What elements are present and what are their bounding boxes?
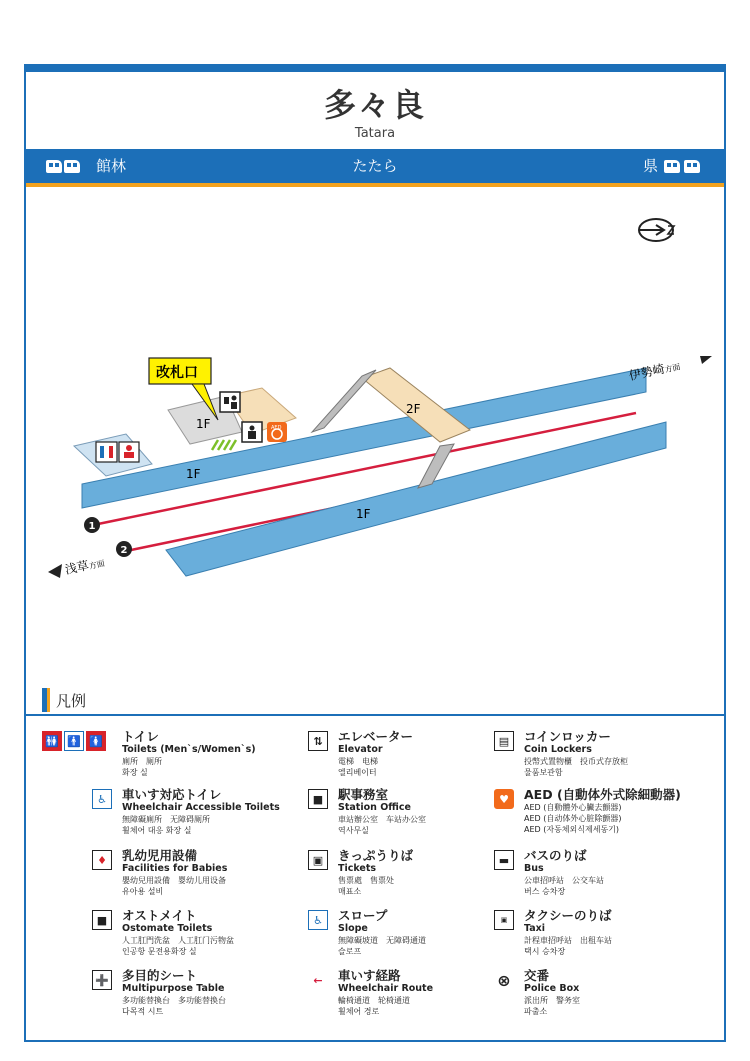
train-icon <box>664 160 680 173</box>
station-name-romaji: Tatara <box>354 126 396 141</box>
station-name: 多々良 <box>323 86 426 124</box>
legend-jp: 車いす対応トイレ <box>122 787 222 802</box>
station-map <box>26 188 724 683</box>
toilet-icon <box>96 442 117 462</box>
direction-left-label: 浅草方面 <box>63 558 106 577</box>
platform-upper <box>82 368 646 508</box>
legend-item-ostomate <box>92 908 307 964</box>
legend-jp: エレベーター <box>338 729 414 744</box>
ticket-icon: ▣ <box>308 850 328 870</box>
legend-en: Multipurpose Table <box>122 983 225 994</box>
legend-title: 凡例 <box>56 692 87 710</box>
legend-item-tickets <box>308 848 523 904</box>
floor-label-bridge: 2F <box>406 402 421 416</box>
legend-en: Bus <box>524 863 544 874</box>
legend-zh: 計程車招呼站 出租车站 <box>524 936 612 945</box>
ticket-gate-icon <box>212 440 236 450</box>
legend-en: Wheelchair Accessible Toilets <box>122 802 280 813</box>
legend-item-accessible-toilets <box>92 787 307 843</box>
platform-number-2 <box>116 541 132 557</box>
legend-jp: トイレ <box>122 729 159 744</box>
legend-en: Facilities for Babies <box>122 863 228 874</box>
aed-icon: ♥ <box>494 789 514 809</box>
legend-ko: 다목적 시트 <box>122 1007 164 1016</box>
previous-station: 館林 <box>96 157 127 175</box>
legend-en: Station Office <box>338 802 411 813</box>
legend-item-toilets <box>42 729 257 785</box>
platform-number-2-label: 2 <box>120 545 128 556</box>
legend-jp: バスのりば <box>524 848 587 863</box>
legend-ko: 엘리베이터 <box>338 768 377 777</box>
legend-zh: 多功能替換台 多功能替换台 <box>122 996 226 1005</box>
legend-en: Taxi <box>524 923 546 934</box>
taxi-icon: ▣ <box>494 910 514 930</box>
legend-zh: 派出所 警务室 <box>524 996 580 1005</box>
accessible-toilet-icon: ♿ <box>92 789 112 809</box>
legend-zh: 人工肛門洗盆 人工肛门污物盆 <box>122 936 234 945</box>
slope-icon: ♿ <box>308 910 328 930</box>
legend-item-multipurpose <box>92 968 307 1024</box>
floor-label-concourse: 1F <box>196 417 211 431</box>
legend-zh: 公車招呼站 公交车站 <box>524 876 604 885</box>
legend-ko: 화장 실 <box>122 768 148 777</box>
aed-text: AED <box>271 425 282 431</box>
legend-en: Toilets (Men`s/Women`s) <box>122 744 256 755</box>
legend-ko: 물품보관함 <box>524 768 563 777</box>
legend-zh: AED (自动体外心脏除颤器) <box>524 814 622 823</box>
legend-item-station-office <box>308 787 523 843</box>
locker-icon: ▤ <box>494 731 514 751</box>
legend-jp: 交番 <box>524 968 550 983</box>
legend-ko: 휠체어 대응 화장 실 <box>122 826 192 835</box>
legend-jp: きっぷうりば <box>338 848 414 863</box>
mens-toilet-icon: 🚹 <box>64 731 84 751</box>
station-name-hiragana: たたら <box>352 157 398 175</box>
legend-item-taxi <box>494 908 709 964</box>
legend-en: Slope <box>338 923 368 934</box>
legend-zh-traditional: AED (自動體外心臟去顫器) <box>524 803 622 812</box>
legend-ko: 매표소 <box>338 887 362 896</box>
legend-en: Elevator <box>338 744 383 755</box>
legend-zh: 車站辦公室 车站办公室 <box>338 815 426 824</box>
elevator-icon: ⇅ <box>308 731 328 751</box>
legend-jp: 乳幼児用設備 <box>122 848 198 863</box>
ticket-gate-label: 改札口 <box>156 365 198 381</box>
wheelchair-route-icon: ← <box>308 970 328 990</box>
station-office-icon: ■ <box>308 789 328 809</box>
next-station: 県 <box>643 157 659 175</box>
legend-ko: 인공항 문전용화장 실 <box>122 947 197 956</box>
legend-title-accent <box>47 688 50 712</box>
legend-divider <box>26 714 724 716</box>
legend-en: Wheelchair Route <box>338 983 434 994</box>
station-band-accent <box>26 183 724 187</box>
legend-item-coin-lockers <box>494 729 709 785</box>
direction-left-arrow <box>48 564 62 578</box>
legend-jp: 多目的シート <box>122 968 198 983</box>
legend-item-wheelchair-route <box>308 968 523 1024</box>
legend-jp: オストメイト <box>122 908 197 923</box>
legend-jp: タクシーのりば <box>524 908 612 923</box>
legend-zh: 無障礙坡道 无障碍通道 <box>338 936 426 945</box>
bus-icon: ▬ <box>494 850 514 870</box>
floor-label-upper: 1F <box>186 467 201 481</box>
legend-jp: 車いす経路 <box>338 968 401 983</box>
station-office-icon <box>242 422 262 442</box>
legend-zh: 售票處 售票处 <box>338 876 394 885</box>
legend-ko: 파출소 <box>524 1007 548 1016</box>
legend-en: Ostomate Toilets <box>122 923 213 934</box>
legend-item-slope <box>308 908 523 964</box>
legend-item-babies <box>92 848 307 904</box>
police-box-icon: ⊗ <box>494 970 514 990</box>
legend-ko: 버스 승차장 <box>524 887 566 896</box>
legend-en: Coin Lockers <box>524 744 592 755</box>
ticket-machine-icon <box>220 392 240 412</box>
platform-lower <box>166 422 666 576</box>
legend-jp: スロープ <box>338 908 388 923</box>
floor-label-lower: 1F <box>356 507 371 521</box>
legend-en: Police Box <box>524 983 580 994</box>
legend-ko: 역사무실 <box>338 826 369 835</box>
legend-ko: 휠체어 경로 <box>338 1007 380 1016</box>
legend-ko: 유아용 설비 <box>122 887 164 896</box>
legend-zh: 嬰幼兒用設備 婴幼儿用设备 <box>122 876 226 885</box>
legend-item-aed <box>494 787 709 843</box>
ostomate-icon: ■ <box>92 910 112 930</box>
baby-icon: ♦ <box>92 850 112 870</box>
legend-zh: 無障礙廁所 无障碍厕所 <box>122 815 210 824</box>
baby-facility-icon <box>119 442 139 462</box>
direction-right-label: 伊勢崎方面 <box>627 361 682 383</box>
direction-right-arrow <box>700 356 712 364</box>
train-icon <box>684 160 700 173</box>
legend-jp: コインロッカー <box>524 729 611 744</box>
aed-icon <box>267 422 287 442</box>
legend-zh: 輪椅通道 轮椅通道 <box>338 996 410 1005</box>
legend-item-elevator <box>308 729 523 785</box>
legend-ko: AED (자동체외식제세동기) <box>524 825 620 834</box>
womens-toilet-icon: 🚺 <box>86 731 106 751</box>
legend-jp: 駅事務室 <box>338 787 389 802</box>
multipurpose-table-icon: ➕ <box>92 970 112 990</box>
compass-icon <box>639 219 674 241</box>
legend-zh: 廁所 厕所 <box>122 757 162 766</box>
legend-ko: 택시 승차장 <box>524 947 566 956</box>
platform-number-1-label: 1 <box>88 521 96 532</box>
stairs-icon <box>312 370 376 432</box>
legend-item-bus <box>494 848 709 904</box>
toilet-icon: 🚻 <box>42 731 62 751</box>
legend-item-police-box <box>494 968 709 1024</box>
legend-en: Tickets <box>338 863 377 874</box>
legend-zh: 投幣式置物櫃 投币式存放柜 <box>524 757 628 766</box>
legend-jp: AED (自動体外式除細動器) <box>524 787 681 802</box>
legend-ko: 슬로프 <box>338 947 362 956</box>
legend-zh: 電梯 电梯 <box>338 757 378 766</box>
platform-number-1 <box>84 517 100 533</box>
